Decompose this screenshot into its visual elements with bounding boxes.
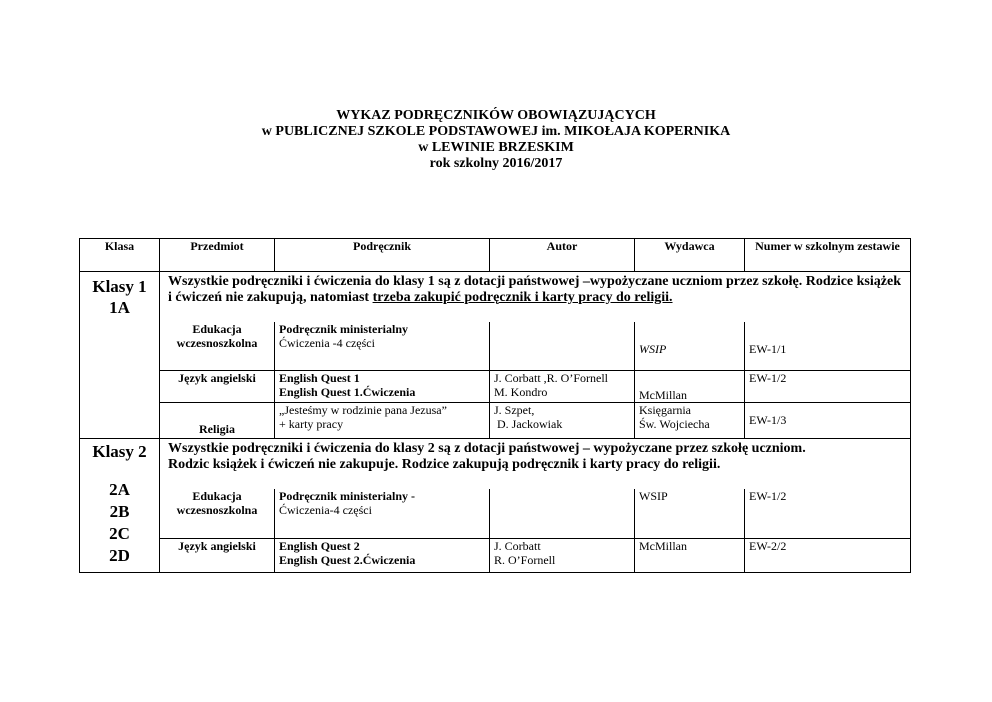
subject-cell: Religia (160, 402, 275, 438)
book-workbook: + karty pracy (279, 416, 344, 431)
header-numer: Numer w szkolnym zestawie (745, 239, 911, 272)
klasa1-cell (80, 272, 160, 439)
klasa2-label: Klasy 2 (92, 441, 147, 461)
title-line-3: w LEWINIE BRZESKIM (418, 140, 574, 155)
klasa1-note-row (80, 272, 911, 323)
klasa2-note-row (80, 438, 911, 489)
subject-cell: Edukacja wczesnoszkolna (160, 322, 275, 370)
table-row (80, 402, 911, 438)
book-title: English Quest 1 (279, 370, 360, 385)
title-line-4: rok szkolny 2016/2017 (429, 156, 563, 171)
publisher-line-1: Księgarnia (639, 402, 691, 417)
header-przedmiot: Przedmiot (160, 239, 275, 272)
table-row (80, 489, 911, 539)
klasa1-note (160, 272, 911, 323)
book-workbook: English Quest 1.Ćwiczenia (279, 384, 416, 399)
author-cell (490, 370, 635, 402)
author-cell (490, 489, 635, 539)
klasa2-sub-b: 2B (109, 501, 130, 521)
publisher-name: WSIP (639, 341, 667, 356)
author-line-2: R. O’Fornell (494, 553, 556, 567)
number-cell: EW-1/1 (745, 322, 911, 370)
author-line-1: J. Corbatt ,R. O’Fornell (494, 370, 608, 385)
klasa2-note (160, 438, 911, 489)
number-cell: EW-1/2 (745, 489, 911, 539)
book-cell (275, 322, 490, 370)
publisher-line-2: Św. Wojciecha (639, 416, 710, 431)
author-cell (490, 539, 635, 573)
book-workbook: English Quest 2.Ćwiczenia (279, 553, 416, 567)
book-cell (275, 402, 490, 438)
publisher-cell (635, 322, 745, 370)
klasa2-note-line-2: Rodzic książek i ćwiczeń nie zakupuje. Rodzice zakupują podręcznik i karty pracy do religii. (168, 456, 721, 472)
book-title: English Quest 2 (279, 539, 360, 553)
table-row (80, 539, 911, 573)
klasa2-note-line-1: Wszystkie podręczniki i ćwiczenia do klasy 2 są z dotacji państwowej – wypożyczane przez szkołę uczniom. (168, 440, 806, 456)
title-line-2: w PUBLICZNEJ SZKOLE PODSTAWOWEJ im. MIKOŁAJA KOPERNIKA (261, 124, 731, 139)
klasa1-sub: 1A (109, 298, 130, 317)
book-title: „Jesteśmy w rodzinie pana Jezusa” (279, 402, 447, 417)
book-workbook: Ćwiczenia-4 części (279, 502, 372, 517)
author-cell (490, 402, 635, 438)
header-autor: Autor (490, 239, 635, 272)
textbook-table (79, 238, 911, 573)
klasa1-note-underlined: trzeba zakupić podręcznik i karty pracy do religii. (372, 290, 673, 305)
header-podrecznik: Podręcznik (275, 239, 490, 272)
book-title: Podręcznik ministerialny - (279, 488, 415, 503)
document-title (0, 108, 992, 172)
number-cell: EW-1/2 (745, 370, 911, 402)
number-cell: EW-2/2 (745, 539, 911, 573)
author-line-1: J. Corbatt (494, 539, 541, 553)
author-cell (490, 322, 635, 370)
title-line-1: WYKAZ PODRĘCZNIKÓW OBOWIĄZUJĄCYCH (336, 108, 656, 123)
publisher-cell (635, 402, 745, 438)
author-line-1: J. Szpet, (494, 402, 535, 417)
number-cell: EW-1/3 (745, 402, 911, 438)
book-title: Podręcznik ministerialny (279, 322, 408, 336)
table-row (80, 370, 911, 402)
klasa2-sub-d: 2D (109, 545, 130, 565)
subject-cell: Edukacja wczesnoszkolna (160, 489, 275, 539)
author-line-2: M. Kondro (494, 384, 548, 399)
klasa1-note-text: Wszystkie podręczniki i ćwiczenia do klasy 1 są z dotacji państwowej –wypożyczane uczniom przez szkołę. Rodzice książek i ćwiczeń nie zakupują, natomiast (168, 274, 901, 305)
publisher-cell: WSIP (635, 489, 745, 539)
subject-cell: Język angielski (160, 370, 275, 402)
klasa1-label: Klasy 1 (92, 277, 147, 296)
book-cell (275, 539, 490, 573)
book-cell (275, 489, 490, 539)
publisher-cell: McMillan (635, 370, 745, 402)
table-row (80, 322, 911, 370)
header-klasa: Klasa (80, 239, 160, 272)
header-wydawca: Wydawca (635, 239, 745, 272)
table-header-row (80, 239, 911, 272)
subject-cell: Język angielski (160, 539, 275, 573)
klasa2-cell (80, 438, 160, 573)
book-workbook: Ćwiczenia -4 części (279, 336, 375, 350)
author-line-2: D. Jackowiak (494, 416, 563, 431)
klasa2-sub-a: 2A (109, 479, 130, 499)
klasa2-sub-c: 2C (109, 523, 130, 543)
publisher-cell: McMillan (635, 539, 745, 573)
book-cell (275, 370, 490, 402)
